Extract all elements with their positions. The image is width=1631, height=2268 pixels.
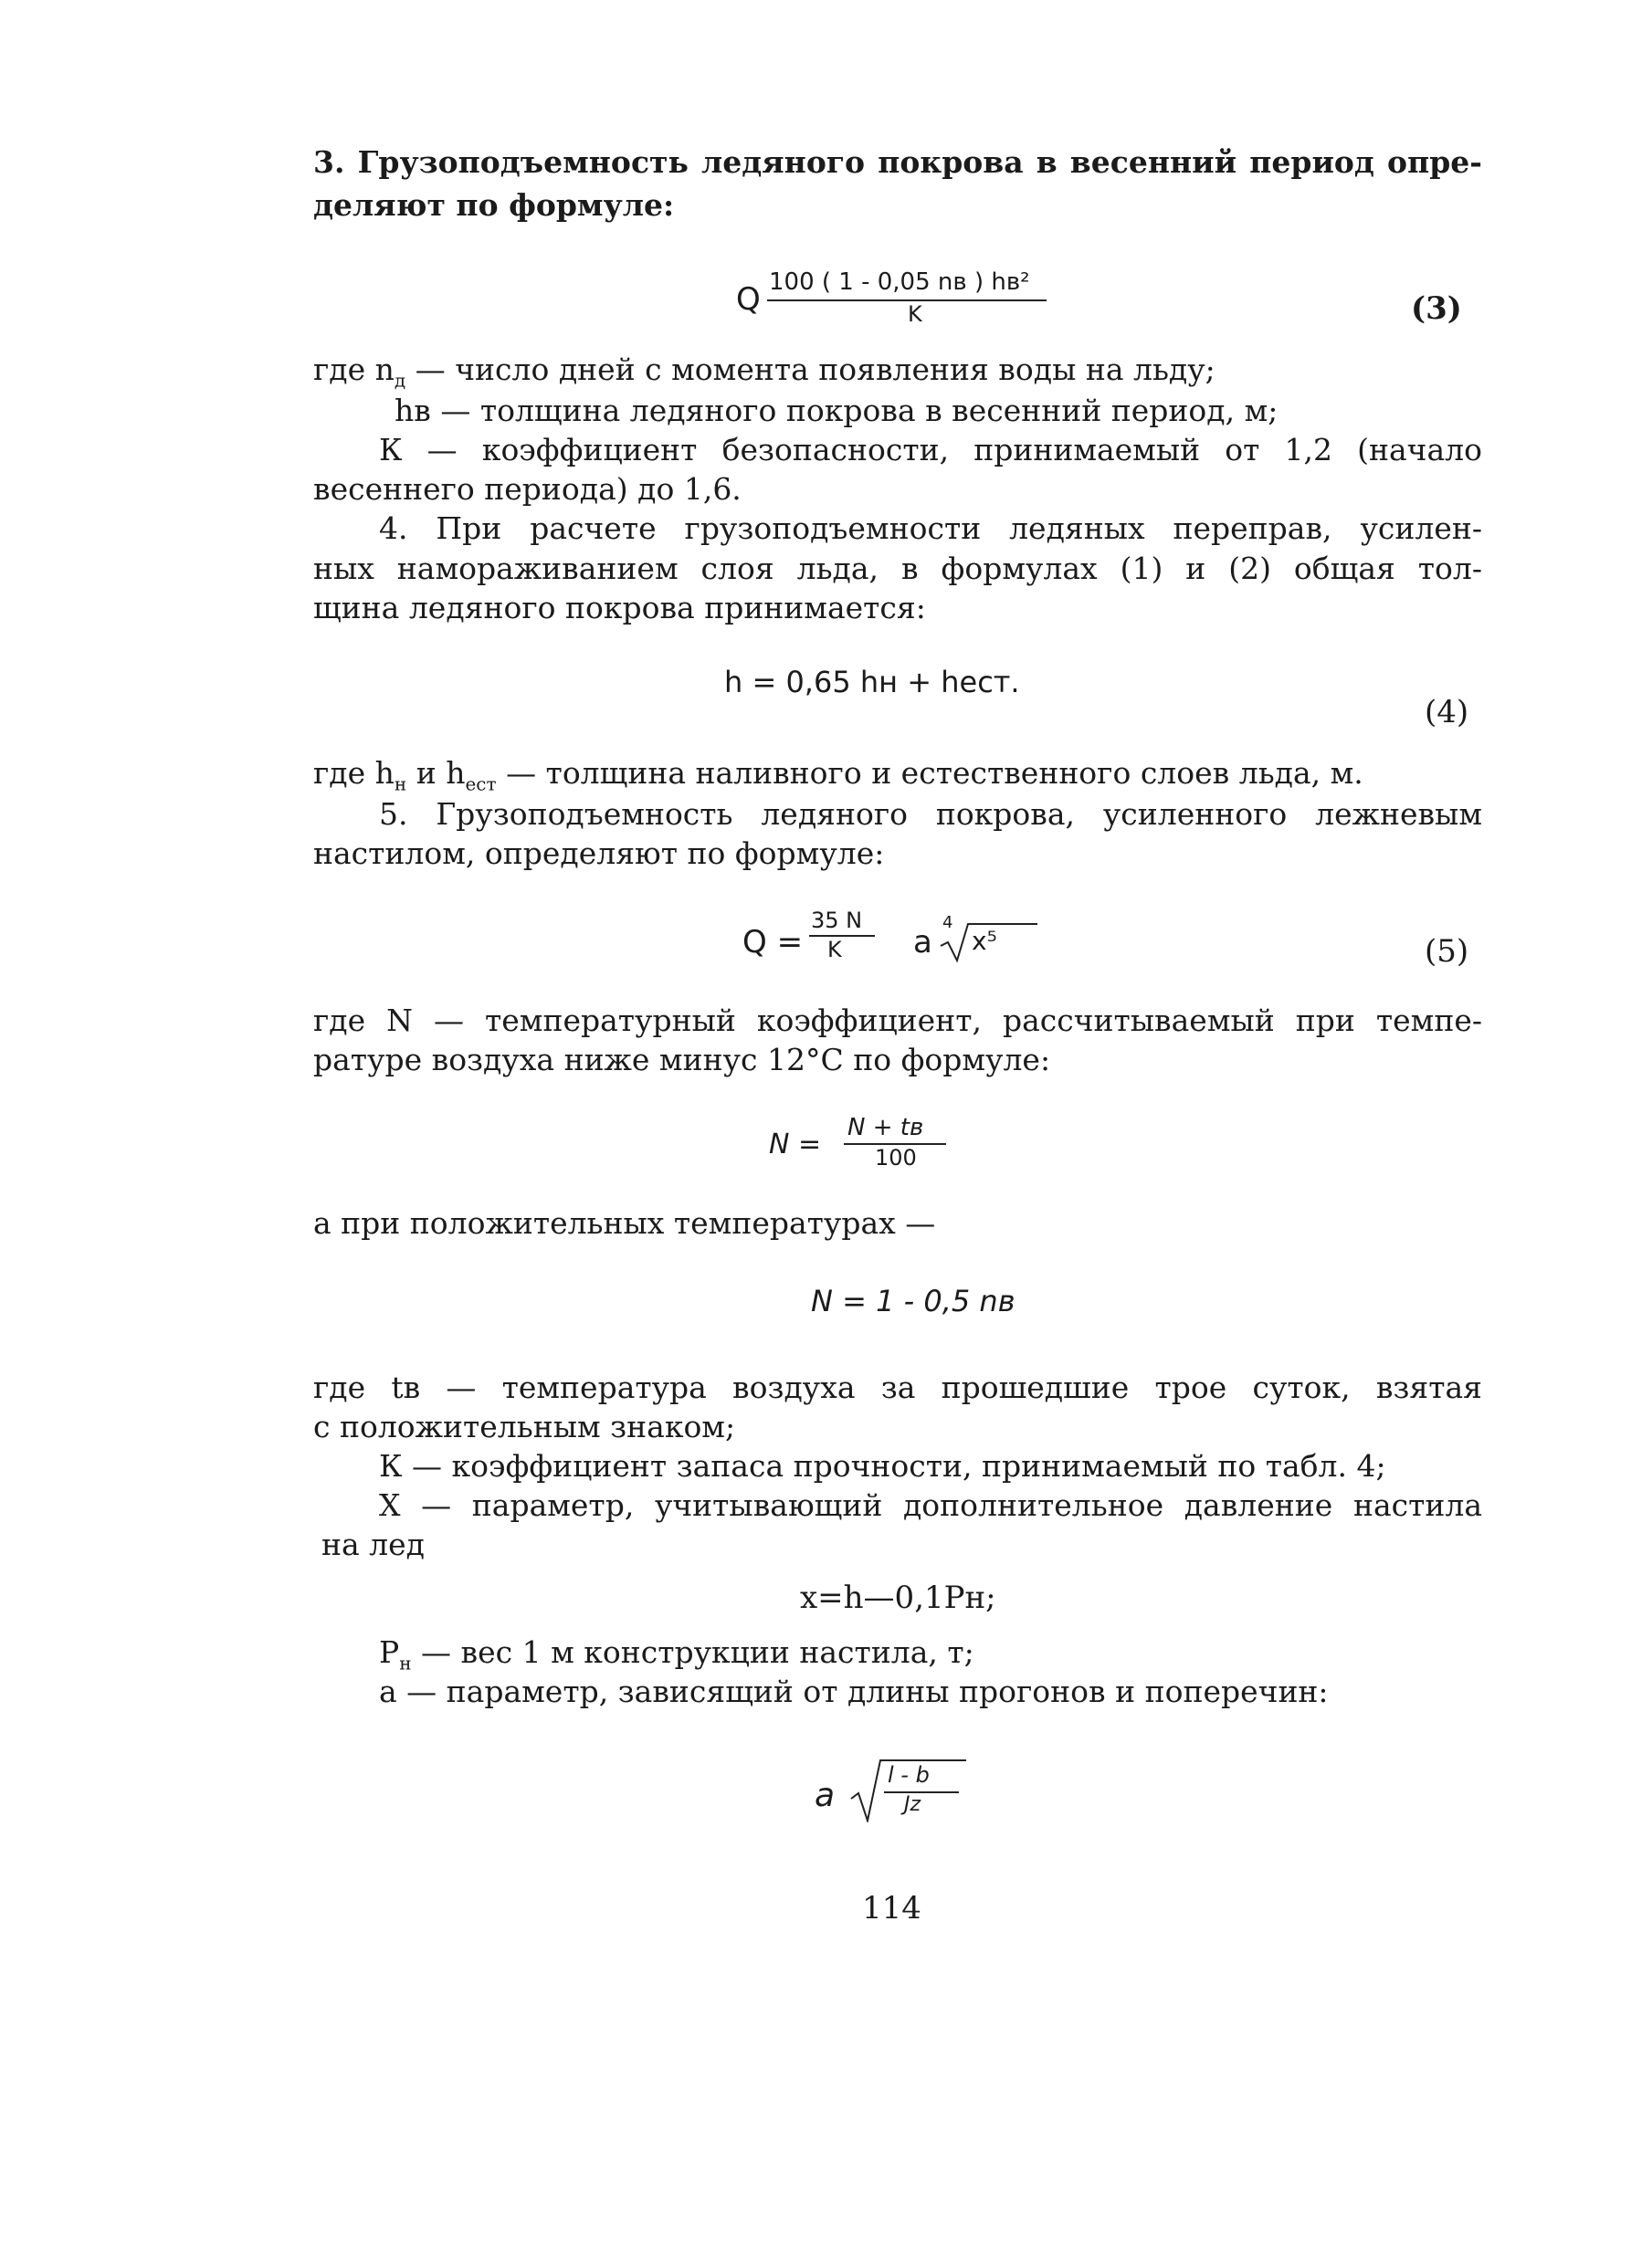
- paragraph-4-line-2: ных намораживанием слоя льда, в формулах (1) и (2) общая тол-: [313, 551, 1482, 586]
- where-hest-subscript: ест: [465, 772, 497, 795]
- where-k2-line: К — коэффициент запаса прочности, принимаемый по табл. 4;: [379, 1448, 1386, 1484]
- formula-3-denominator: K: [908, 301, 922, 327]
- formula-3-number: (3): [1411, 290, 1462, 327]
- paragraph-3-line-2: деляют по формуле:: [313, 187, 675, 223]
- where-k-line-1: К — коэффициент безопасности, принимаемый от 1,2 (начало: [379, 432, 1482, 467]
- formula-5-root-index: 4: [942, 913, 953, 932]
- where-hn-hest-text: — толщина наливного и естественного слоев льда, м.: [496, 755, 1363, 791]
- formula-5-fraction-bar: [809, 935, 875, 937]
- formula-4-number: (4): [1425, 694, 1469, 730]
- formula-n-cold-numerator: N + tв: [847, 1114, 924, 1141]
- formula-4-expression: h = 0,65 hн + hест.: [724, 665, 1020, 699]
- formula-5-numerator: 35 N: [811, 908, 863, 933]
- where-tv-line-2: с положительным знаком;: [313, 1409, 736, 1444]
- where-nd-subscript: д: [394, 369, 406, 392]
- formula-n-cold-denominator: 100: [875, 1145, 917, 1171]
- where-hv-text: — толщина ледяного покрова в весенний период, м;: [430, 393, 1278, 428]
- where-a-line: а — параметр, зависящий от длины прогонов и поперечин:: [379, 1674, 1329, 1709]
- paragraph-3-line-1: 3. Грузоподъемность ледяного покрова в весенний период опре-: [313, 144, 1482, 180]
- formula-5-lhs: Q =: [742, 924, 804, 961]
- paragraph-4-line-1: 4. При расчете грузоподъемности ледяных переправ, усилен-: [379, 510, 1482, 546]
- formula-5-rhs: a: [913, 924, 932, 961]
- where-pn-symbol: Р: [379, 1634, 400, 1670]
- where-nd-text: — число дней с момента появления воды на льду;: [405, 352, 1215, 387]
- where-nd-line: [313, 352, 1482, 399]
- formula-3-fraction-bar: [767, 299, 1047, 301]
- where-hn-hest-line: [313, 755, 1482, 803]
- where-hv-symbol: hв: [395, 393, 431, 428]
- where-hn-prefix: где h: [313, 755, 395, 791]
- page-number: 114: [862, 1890, 921, 1927]
- paragraph-5-line-1: 5. Грузоподъемность ледяного покрова, усиленного лежневым: [379, 796, 1482, 832]
- formula-5-radicand: x⁵: [972, 926, 997, 956]
- formula-3-numerator: 100 ( 1 - 0,05 nв ) hв²: [769, 268, 1030, 296]
- where-n-line-1: где N — температурный коэффициент, рассчитываемый при темпе-: [313, 1003, 1482, 1038]
- formula-a-lhs: a: [815, 1777, 836, 1814]
- formula-n-warm-expression: N = 1 - 0,5 nв: [811, 1284, 1015, 1318]
- formula-a-denominator: Jz: [904, 1793, 921, 1816]
- where-tv-line-1: где tв — температура воздуха за прошедшие трое суток, взятая: [313, 1370, 1482, 1405]
- where-hest-prefix: и h: [406, 755, 466, 791]
- formula-3-lhs: Q: [736, 281, 761, 318]
- where-hv-line: [395, 393, 1482, 429]
- where-pn-subscript: н: [399, 1652, 412, 1675]
- formula-x: x=h—0,1Pн;: [800, 1580, 996, 1616]
- where-hn-subscript: н: [394, 772, 407, 795]
- paragraph-5-line-2: настилом, определяют по формуле:: [313, 835, 885, 871]
- formula-5-denominator: K: [827, 937, 842, 962]
- formula-a-numerator: l - b: [888, 1762, 930, 1788]
- where-nd-prefix: где n: [313, 352, 395, 387]
- formula-n-cold-lhs: N =: [769, 1129, 822, 1160]
- where-x-line-1: Х — параметр, учитывающий дополнительное давление настила: [379, 1487, 1482, 1523]
- paragraph-4-line-3: щина ледяного покрова принимается:: [313, 590, 926, 625]
- formula-5-number: (5): [1425, 933, 1469, 970]
- where-n-line-2: ратуре воздуха ниже минус 12°С по формуле:: [313, 1042, 1051, 1077]
- formula-a-fraction-bar: [884, 1791, 959, 1793]
- where-k-line-2: весеннего периода) до 1,6.: [313, 471, 742, 507]
- where-x-line-2: на лед: [321, 1527, 425, 1562]
- positive-temperatures-line: а при положительных температурах —: [313, 1205, 936, 1241]
- where-pn-text: — вес 1 м конструкции настила, т;: [411, 1634, 974, 1670]
